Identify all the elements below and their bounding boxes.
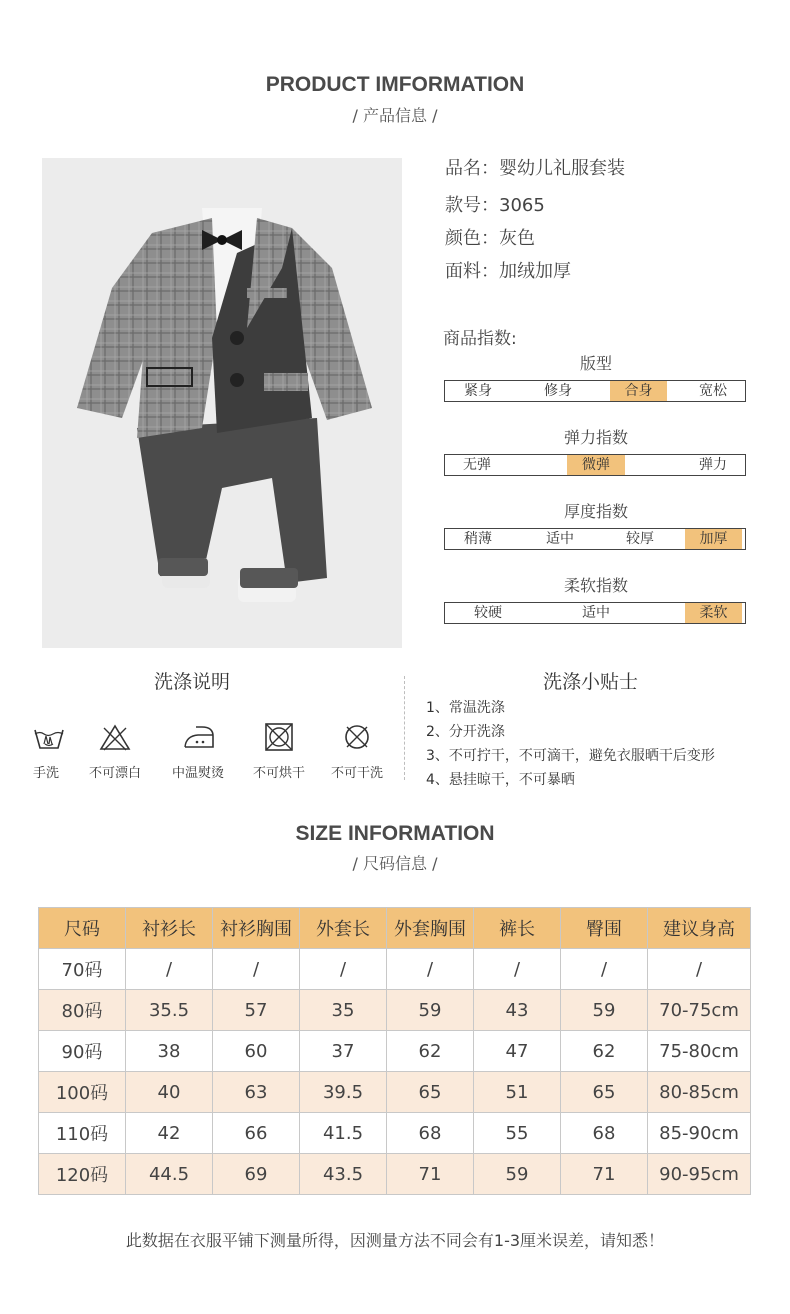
table-cell: 35.5 — [126, 990, 213, 1031]
washing-title: 洗涤说明 — [154, 671, 231, 693]
product-color: 颜色：灰色 — [445, 228, 535, 249]
elastic-option: 弹力 — [699, 457, 727, 473]
table-cell: 71 — [387, 1154, 474, 1195]
table-cell: 47 — [474, 1031, 561, 1072]
thickness-option: 较厚 — [626, 531, 654, 547]
size-table — [38, 907, 751, 1195]
suit-illustration — [42, 158, 402, 648]
table-cell: 71 — [561, 1154, 648, 1195]
size-title: SIZE INFORMATION — [295, 822, 495, 845]
table-cell: 43 — [474, 990, 561, 1031]
size-subtitle: / 尺码信息 / — [352, 854, 438, 873]
table-cell: 37 — [300, 1031, 387, 1072]
tips-title: 洗涤小贴士 — [543, 671, 639, 693]
tip-item: 4、悬挂晾干，不可暴晒 — [426, 772, 575, 788]
table-cell: 70-75cm — [648, 990, 751, 1031]
hand-wash-icon — [32, 722, 66, 752]
product-photo — [42, 158, 402, 648]
no-bleach-icon — [98, 722, 132, 752]
table-cell: 60 — [213, 1031, 300, 1072]
column-header: 臀围 — [561, 908, 648, 949]
table-cell: 120码 — [39, 1154, 126, 1195]
table-row — [39, 990, 751, 1031]
elastic-option: 无弹 — [463, 457, 491, 473]
table-cell: 65 — [387, 1072, 474, 1113]
table-cell: 44.5 — [126, 1154, 213, 1195]
table-cell: 85-90cm — [648, 1113, 751, 1154]
column-header: 尺码 — [39, 908, 126, 949]
softness-label: 柔软指数 — [563, 576, 628, 595]
elastic-option-selected: 微弹 — [567, 455, 625, 475]
section-divider — [404, 676, 405, 780]
column-header: 衬衫胸围 — [213, 908, 300, 949]
table-cell: 39.5 — [300, 1072, 387, 1113]
table-row — [39, 949, 751, 990]
no-tumble-dry-label: 不可烘干 — [252, 766, 305, 781]
thickness-option-selected: 加厚 — [685, 529, 742, 549]
table-cell: 110码 — [39, 1113, 126, 1154]
table-cell: 100码 — [39, 1072, 126, 1113]
table-cell: 41.5 — [300, 1113, 387, 1154]
table-cell: 68 — [387, 1113, 474, 1154]
iron-medium-label: 中温熨烫 — [171, 766, 224, 781]
table-row — [39, 1154, 751, 1195]
table-cell: 40 — [126, 1072, 213, 1113]
column-header: 裤长 — [474, 908, 561, 949]
indices-title: 商品指数: — [443, 329, 517, 349]
fit-option: 紧身 — [464, 383, 492, 399]
thickness-label: 厚度指数 — [563, 502, 628, 521]
softness-option-selected: 柔软 — [685, 603, 742, 623]
iron-medium-icon — [182, 722, 216, 752]
thickness-scale — [444, 528, 746, 550]
table-header-row — [39, 908, 751, 949]
table-row — [39, 1031, 751, 1072]
thickness-option: 适中 — [546, 531, 574, 547]
fit-option: 修身 — [544, 383, 572, 399]
product-code: 款号：3065 — [445, 195, 545, 216]
table-cell: 62 — [387, 1031, 474, 1072]
fit-scale — [444, 380, 746, 402]
table-cell: / — [126, 949, 213, 990]
table-cell: 59 — [387, 990, 474, 1031]
tip-item: 2、分开洗涤 — [426, 724, 505, 740]
softness-scale — [444, 602, 746, 624]
table-cell: 90-95cm — [648, 1154, 751, 1195]
table-cell: / — [387, 949, 474, 990]
softness-option: 较硬 — [474, 605, 502, 621]
table-cell: 35 — [300, 990, 387, 1031]
table-cell: 59 — [561, 990, 648, 1031]
table-cell: 62 — [561, 1031, 648, 1072]
table-cell: 80码 — [39, 990, 126, 1031]
measurement-note: 此数据在衣服平铺下测量所得，因测量方法不同会有1-3厘米误差，请知悉！ — [125, 1231, 665, 1250]
fit-option: 宽松 — [699, 383, 727, 399]
table-cell: / — [474, 949, 561, 990]
table-cell: 65 — [561, 1072, 648, 1113]
no-tumble-dry-icon — [262, 722, 296, 752]
table-cell: 43.5 — [300, 1154, 387, 1195]
table-cell: 42 — [126, 1113, 213, 1154]
product-fabric: 面料：加绒加厚 — [445, 261, 571, 282]
column-header: 建议身高 — [648, 908, 751, 949]
table-row — [39, 1113, 751, 1154]
table-cell: 80-85cm — [648, 1072, 751, 1113]
table-cell: 38 — [126, 1031, 213, 1072]
table-cell: 59 — [474, 1154, 561, 1195]
column-header: 外套胸围 — [387, 908, 474, 949]
softness-option: 适中 — [582, 605, 610, 621]
table-cell: 68 — [561, 1113, 648, 1154]
table-cell: / — [300, 949, 387, 990]
table-cell: 55 — [474, 1113, 561, 1154]
no-bleach-label: 不可漂白 — [88, 766, 141, 781]
table-cell: 66 — [213, 1113, 300, 1154]
page-subtitle: / 产品信息 / — [352, 106, 438, 125]
column-header: 衬衫长 — [126, 908, 213, 949]
thickness-option: 稍薄 — [464, 531, 492, 547]
column-header: 外套长 — [300, 908, 387, 949]
table-cell: 90码 — [39, 1031, 126, 1072]
table-cell: 75-80cm — [648, 1031, 751, 1072]
table-row — [39, 1072, 751, 1113]
table-cell: 69 — [213, 1154, 300, 1195]
elastic-scale — [444, 454, 746, 476]
table-cell: 63 — [213, 1072, 300, 1113]
product-name: 品名：婴幼儿礼服套装 — [445, 158, 625, 179]
fit-option-selected: 合身 — [610, 381, 667, 401]
table-cell: / — [648, 949, 751, 990]
page-title: PRODUCT IMFORMATION — [265, 73, 525, 96]
no-dry-clean-icon — [340, 722, 374, 752]
table-cell: 51 — [474, 1072, 561, 1113]
tip-item: 3、不可拧干，不可滴干，避免衣服晒干后变形 — [426, 748, 715, 764]
table-cell: / — [213, 949, 300, 990]
fit-label: 版型 — [579, 354, 612, 373]
hand-wash-label: 手洗 — [32, 766, 59, 781]
table-cell: 57 — [213, 990, 300, 1031]
table-cell: 70码 — [39, 949, 126, 990]
no-dry-clean-label: 不可干洗 — [330, 766, 383, 781]
table-cell: / — [561, 949, 648, 990]
tip-item: 1、常温洗涤 — [426, 700, 505, 716]
elastic-label: 弹力指数 — [563, 428, 628, 447]
